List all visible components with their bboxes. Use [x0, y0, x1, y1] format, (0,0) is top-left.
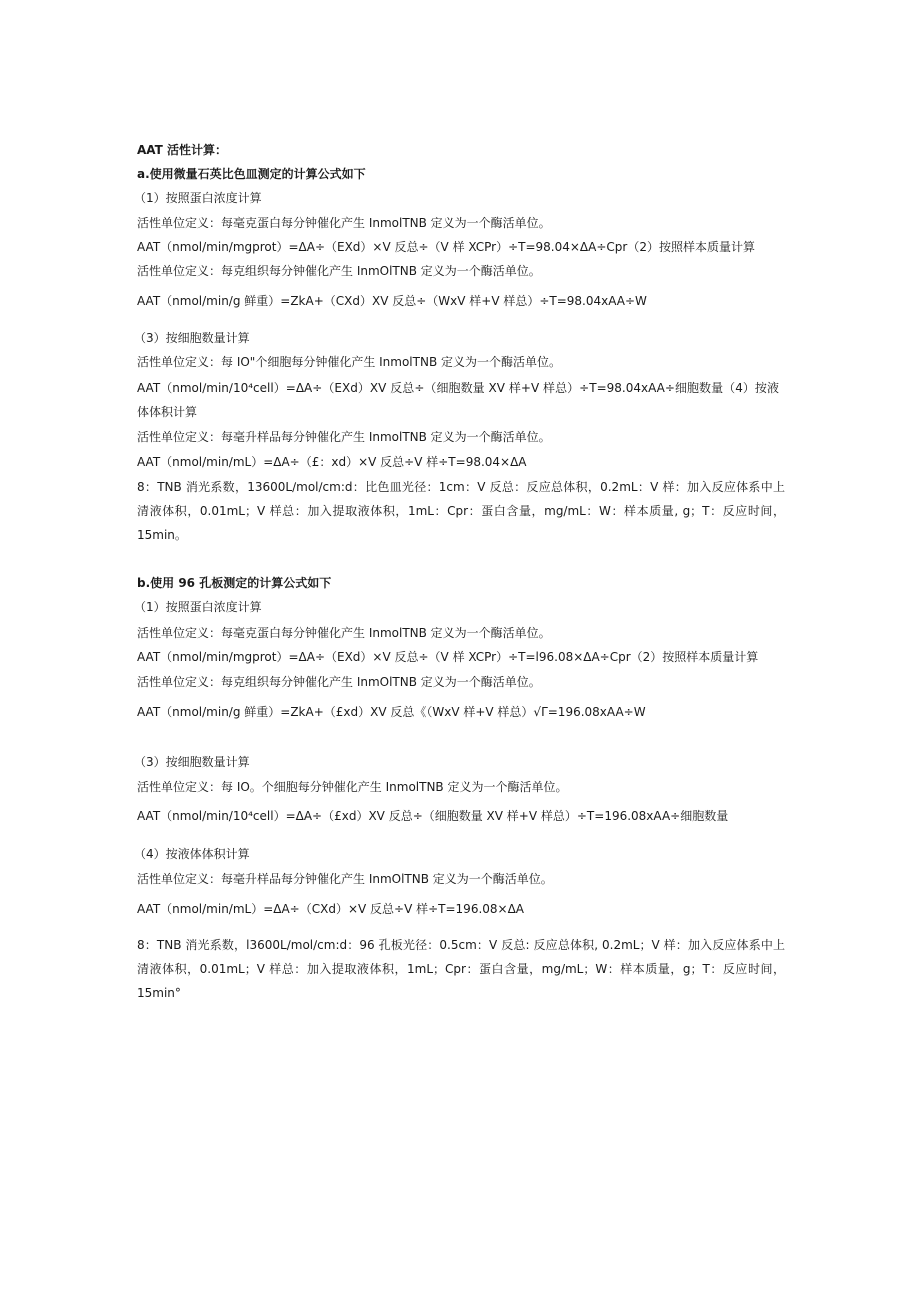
b-s3-definition: 活性单位定义：每 IO。个细胞每分钟催化产生 InmolTNB 定义为一个酶活单位。 — [137, 780, 568, 794]
a-note: 8：TNB 消光系数，13600L∕mol∕cm:d：比色皿光径：1cm：V 反总：反应总体积，0.2mL：V 样：加入反应体系中上清液体积，0.01mL；V 样总：加入提取液体积，1mL：Cpr：蛋白含量，mg/mL：W：样本质量, g；T：反应时间，15min。 — [137, 480, 785, 542]
a-s4-definition: 活性单位定义：每毫升样品每分钟催化产生 InmolTNB 定义为一个酶活单位。 — [137, 430, 551, 444]
a-s1-heading: （1）按照蛋白浓度计算 — [134, 191, 262, 205]
b-s1-formula: AAT（nmol/min/mgprot）=ΔA÷（EXd）×V 反总÷（V 样 XCPr）÷T=l96.08×ΔA÷Cpr（2）按照样本质量计算 — [137, 650, 759, 664]
a-s3-definition: 活性单位定义：每 IO"个细胞每分钟催化产生 InmolTNB 定义为一个酶活单位。 — [137, 355, 561, 369]
a-s2-formula: AAT（nmol/min/g 鲜重）=ZkA+（CXd）XV 反总÷（WxV 样+V 样总）÷T=98.04xAA÷W — [137, 294, 647, 308]
b-s4-definition: 活性单位定义：每毫升样品每分钟催化产生 InmOlTNB 定义为一个酶活单位。 — [137, 872, 553, 886]
a-s1-formula: AAT（nmol/min/mgprot）=ΔA÷（EXd）×V 反总÷（V 样 XCPr）÷T=98.04×ΔA÷Cpr（2）按照样本质量计算 — [137, 240, 755, 254]
b-note: 8：TNB 消光系数，l3600L∕mol∕cm:d：96 孔板光径：0.5cm：V 反总: 反应总体积, 0.2mL；V 样：加入反应体系中上清液体积，0.01mL；V 样总：加入提取液体积，1mL；Cpr：蛋白含量，mg/mL；W：样本质量，g；T：反应时间，15min° — [137, 938, 785, 1000]
section-b-heading: b.使用 96 孔板测定的计算公式如下 — [137, 576, 332, 590]
b-s2-definition: 活性单位定义：每克组织每分钟催化产生 InmOlTNB 定义为一个酶活单位。 — [137, 675, 541, 689]
doc-title: AAT 活性计算： — [137, 143, 228, 157]
a-s3-formula: AAT（nmol∕min∕10⁴cell）=ΔA÷（EXd）XV 反总÷（细胞数量 XV 样+V 样总）÷T=98.04xAA÷细胞数量（4）按液体体积计算 — [137, 381, 779, 419]
b-s1-heading: （1）按照蛋白浓度计算 — [134, 600, 262, 614]
a-s3-heading: （3）按细胞数量计算 — [134, 331, 250, 345]
b-s2-formula: AAT（nmol/min/g 鲜重）=ZkA+（£xd）XV 反总《（WxV 样+V 样总）√Γ=196.08xAA÷W — [137, 705, 646, 719]
section-a-heading: a.使用微量石英比色皿测定的计算公式如下 — [137, 167, 366, 181]
b-s1-definition: 活性单位定义：每毫克蛋白每分钟催化产生 InmolTNB 定义为一个酶活单位。 — [137, 626, 551, 640]
b-s4-formula: AAT（nmol/min/mL）=ΔA÷（CXd）×V 反总÷V 样÷T=196.08×ΔA — [137, 902, 525, 916]
b-s3-formula: AAT（nmol/min/10⁴cell）=ΔA÷（£xd）XV 反总÷（细胞数量 XV 样+V 样总）÷T=196.08xAA÷细胞数量 — [137, 809, 729, 823]
a-s4-formula: AAT（nmol/min/mL）=ΔA÷（£：xd）×V 反总÷V 样÷T=98.04×ΔA — [137, 455, 527, 469]
b-s4-heading: （4）按液体体积计算 — [134, 847, 250, 861]
a-s1-definition: 活性单位定义：每毫克蛋白每分钟催化产生 InmolTNB 定义为一个酶活单位。 — [137, 216, 551, 230]
b-s3-heading: （3）按细胞数量计算 — [134, 755, 250, 769]
a-s2-definition: 活性单位定义：每克组织每分钟催化产生 InmOlTNB 定义为一个酶活单位。 — [137, 264, 541, 278]
